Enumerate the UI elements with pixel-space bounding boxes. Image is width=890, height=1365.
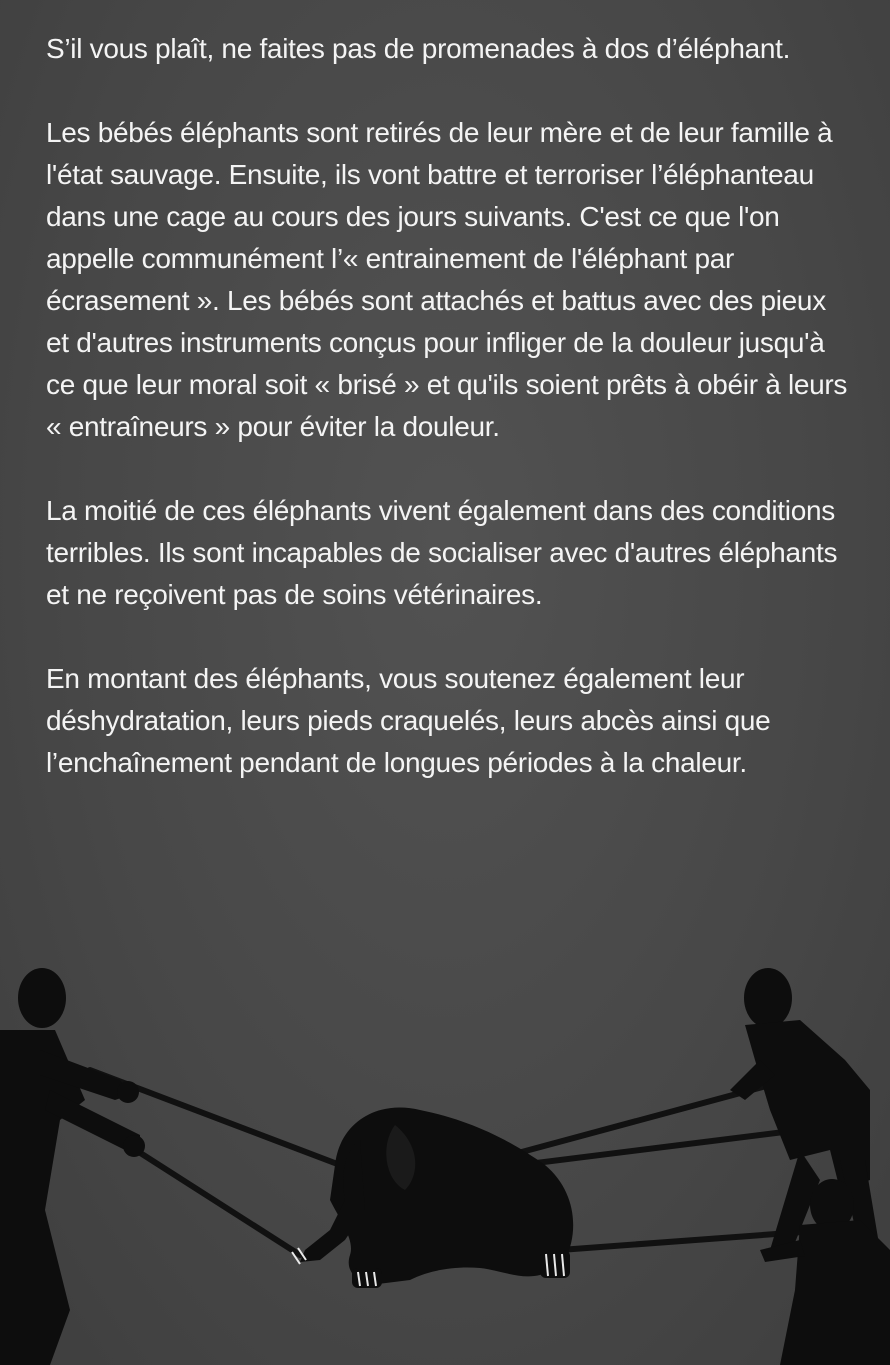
right-person-silhouette [730,968,880,1255]
paragraph-training: Les bébés éléphants sont retirés de leur mère et de leur famille à l'état sauvage. Ensuite, ils vont battre et terroriser l’éléphanteau dans une cage au cours des jours suivants. C'est ce que l'on appelle communément l’« entrainement de l'éléphant par écrasement ». Les bébés sont attachés et battus avec des pieux et d'autres instruments conçus pour infliger de la douleur jusqu'à ce que leur moral soit « brisé » et qu'ils soient prêts à obéir à leurs « entraîneurs » pour éviter la douleur. [46,117,848,442]
left-person-silhouette [0,968,145,1365]
paragraph-intro: S’il vous plaît, ne faites pas de promenades à dos d’éléphant. [46,33,791,64]
paragraph-conditions: La moitié de ces éléphants vivent également dans des conditions terribles. Ils sont incapables de socialiser avec d'autres éléphants et ne reçoivent pas de soins vétérinaires. [46,495,838,610]
baby-elephant-silhouette [300,1107,573,1288]
elephant-silhouette-illustration [0,950,890,1365]
paragraph-riding: En montant des éléphants, vous soutenez également leur déshydratation, leurs pieds craquelés, leurs abcès ainsi que l’enchaînement pendant de longues périodes à la chaleur. [46,663,771,778]
message-text [46,28,856,826]
